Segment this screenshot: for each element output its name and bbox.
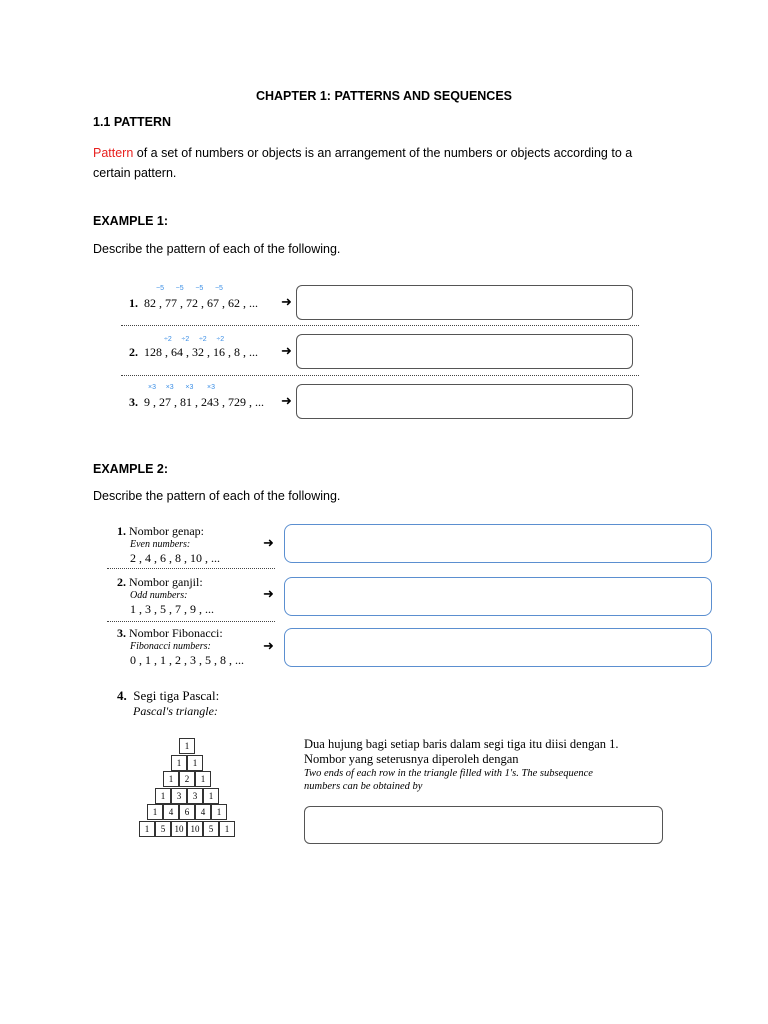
arrow-icon: ➜ <box>263 535 274 550</box>
pascal-cell: 1 <box>179 738 195 754</box>
desc-en-1: Two ends of each row in the triangle filled with 1's. The subsequence <box>304 768 593 779</box>
example2-heading: EXAMPLE 2: <box>93 462 169 476</box>
desc-malay-1: Dua hujung bagi setiap baris dalam segi tiga itu diisi dengan 1. <box>304 737 619 751</box>
pascal-cell: 10 <box>187 821 203 837</box>
answer-box-2[interactable] <box>296 334 633 369</box>
sequence: 82 , 77 , 72 , 67 , 62 , ... <box>144 296 258 310</box>
sequence: 0 , 1 , 1 , 2 , 3 , 5 , 8 , ... <box>130 653 244 667</box>
pascal-cell: 1 <box>203 788 219 804</box>
sequence: 1 , 3 , 5 , 7 , 9 , ... <box>130 602 214 616</box>
section-heading: 1.1 PATTERN <box>93 115 172 129</box>
example1-heading: EXAMPLE 1: <box>93 214 169 228</box>
pascal-cell: 1 <box>171 755 187 771</box>
answer-box-1[interactable] <box>296 285 633 320</box>
item-subtitle: Odd numbers: <box>130 590 188 601</box>
item-number: 2. <box>117 575 126 589</box>
item-title: Nombor ganjil: <box>129 575 203 589</box>
chapter-title: CHAPTER 1: PATTERNS AND SEQUENCES <box>255 89 513 103</box>
pascal-cell: 6 <box>179 804 195 820</box>
item-title: Nombor Fibonacci: <box>129 626 223 640</box>
answer-box-pascal[interactable] <box>304 806 663 844</box>
item-number: 1. <box>129 296 138 310</box>
pascal-cell: 3 <box>171 788 187 804</box>
pascal-cell: 3 <box>187 788 203 804</box>
arrow-icon: ➜ <box>263 638 274 653</box>
answer-box-odd[interactable] <box>284 577 712 616</box>
item-number: 1. <box>117 524 126 538</box>
example2-instruction: Describe the pattern of each of the following. <box>93 489 341 503</box>
arrow-icon: ➜ <box>281 343 292 358</box>
pascal-cell: 1 <box>139 821 155 837</box>
definition-text-line2: certain pattern. <box>93 166 177 180</box>
definition-text-line1: of a set of numbers or objects is an arrangement of the numbers or objects according to a <box>133 146 633 160</box>
answer-box-fibonacci[interactable] <box>284 628 712 667</box>
definition-paragraph <box>93 143 693 183</box>
pascal-cell: 1 <box>187 755 203 771</box>
item-subtitle: Even numbers: <box>130 539 191 550</box>
item-subtitle: Pascal's triangle: <box>133 704 218 718</box>
pascal-cell: 4 <box>163 804 179 820</box>
pascal-cell: 10 <box>171 821 187 837</box>
answer-box-3[interactable] <box>296 384 633 419</box>
pascal-cell: 2 <box>179 771 195 787</box>
item-number: 4. <box>117 688 127 703</box>
divider <box>107 621 275 622</box>
definition-term: Pattern <box>93 146 134 160</box>
step-annotation: ×3 ×3 ×3 ×3 <box>148 384 215 391</box>
item-title: Segi tiga Pascal: <box>133 688 220 703</box>
desc-malay-2: Nombor yang seterusnya diperoleh dengan <box>304 752 519 766</box>
divider <box>121 325 639 326</box>
pascal-cell: 1 <box>147 804 163 820</box>
pascal-cell: 5 <box>155 821 171 837</box>
pascal-cell: 1 <box>155 788 171 804</box>
pascal-cell: 1 <box>195 771 211 787</box>
item-number: 3. <box>117 626 126 640</box>
answer-box-even[interactable] <box>284 524 712 563</box>
arrow-icon: ➜ <box>281 393 292 408</box>
divider <box>121 375 639 376</box>
step-annotation: −5 −5 −5 −5 <box>156 285 223 292</box>
pascal-cell: 1 <box>211 804 227 820</box>
sequence: 128 , 64 , 32 , 16 , 8 , ... <box>144 345 258 359</box>
item-number: 2. <box>129 345 138 359</box>
example1-instruction: Describe the pattern of each of the following. <box>93 242 341 256</box>
step-annotation: ÷2 ÷2 ÷2 ÷2 <box>164 336 225 343</box>
pascal-cell: 5 <box>203 821 219 837</box>
item-subtitle: Fibonacci numbers: <box>130 641 211 652</box>
pascal-cell: 4 <box>195 804 211 820</box>
item-number: 3. <box>129 395 138 409</box>
pascal-cell: 1 <box>163 771 179 787</box>
pascal-cell: 1 <box>219 821 235 837</box>
item-title: Nombor genap: <box>129 524 204 538</box>
divider <box>107 568 275 569</box>
desc-en-2: numbers can be obtained by <box>304 781 423 792</box>
sequence: 2 , 4 , 6 , 8 , 10 , ... <box>130 551 220 565</box>
arrow-icon: ➜ <box>263 586 274 601</box>
sequence: 9 , 27 , 81 , 243 , 729 , ... <box>144 395 264 409</box>
arrow-icon: ➜ <box>281 294 292 309</box>
